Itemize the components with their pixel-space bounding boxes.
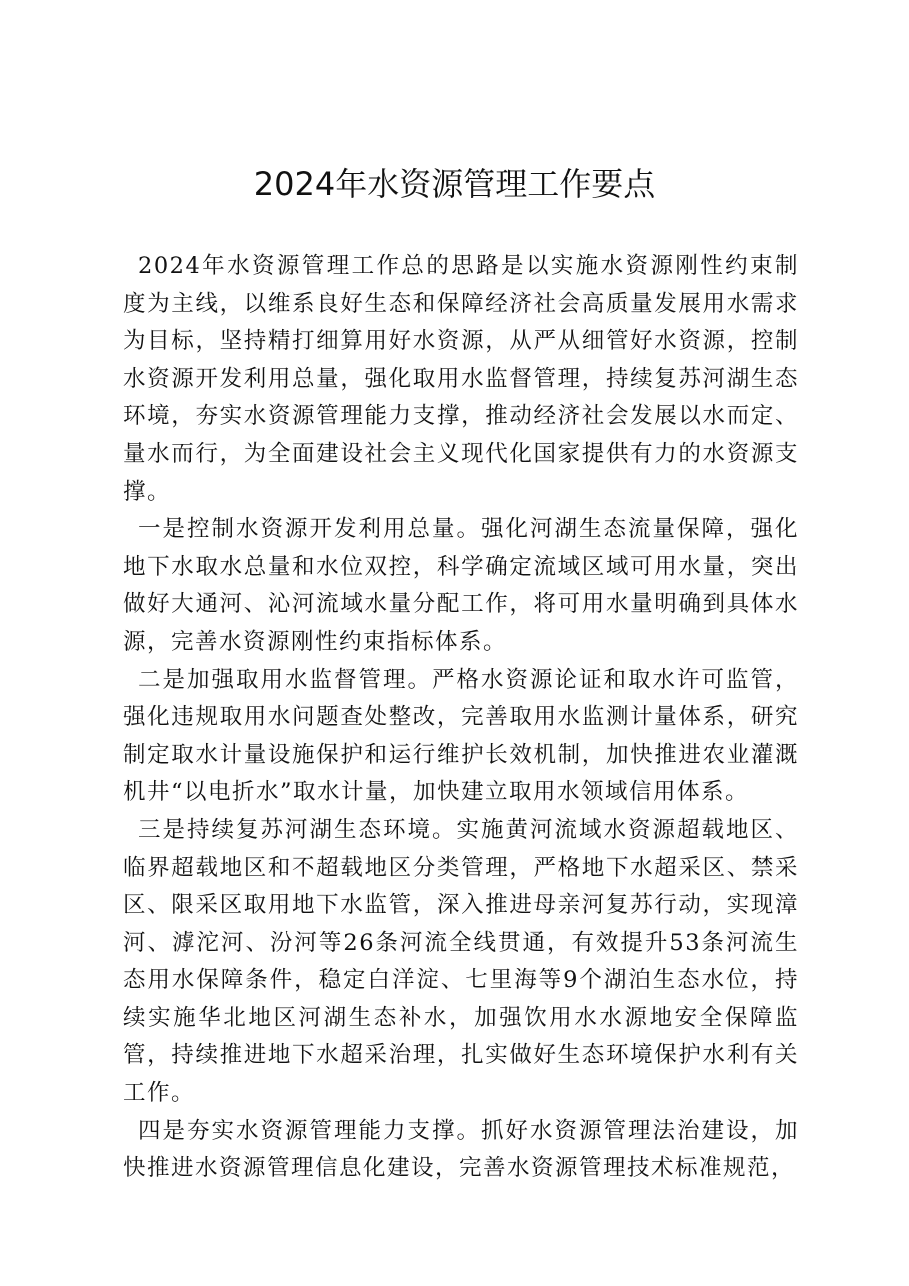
paragraph-point-4: 四是夯实水资源管理能力支撑。抓好水资源管理法治建设，加快推进水资源管理信息化建设，完善水资源管理技术标准规范， xyxy=(123,1117,799,1182)
document-title: 2024年水资源管理工作要点 xyxy=(253,165,656,203)
paragraph-point-2: 二是加强取用水监督管理。严格水资源论证和取水许可监管，强化违规取用水问题查处整改，完善取用水监测计量体系，研究制定取水计量设施保护和运行维护长效机制，加快推进农业灌溉机井“以电折水”取水计量，加快建立取用水领域信用体系。 xyxy=(123,666,799,806)
paragraph-point-1: 一是控制水资源开发利用总量。强化河湖生态流量保障，强化地下水取水总量和水位双控，科学确定流域区域可用水量，突出做好大通河、沁河流域水量分配工作，将可用水量明确到具体水源，完善水资源刚性约束指标体系。 xyxy=(123,516,799,655)
paragraph-intro: 2024年水资源管理工作总的思路是以实施水资源刚性约束制度为主线，以维系良好生态和保障经济社会高质量发展用水需求为目标，坚持精打细算用好水资源，从严从细管好水资源，控制水资源开发利用总量，强化取用水监督管理，持续复苏河湖生态环境，夯实水资源管理能力支撑，推动经济社会发展以水而定、量水而行，为全面建设社会主义现代化国家提供有力的水资源支撑。 xyxy=(123,253,799,505)
paragraph-point-3: 三是持续复苏河湖生态环境。实施黄河流域水资源超载地区、临界超载地区和不超载地区分类管理，严格地下水超采区、禁采区、限采区取用地下水监管，深入推进母亲河复苏行动，实现漳河、滹沱河、汾河等26条河流全线贯通，有效提升53条河流生态用水保障条件，稳定白洋淀、七里海等9个湖泊生态水位，持续实施华北地区河湖生态补水，加强饮用水水源地安全保障监管，持续推进地下水超采治理，扎实做好生态环境保护水利有关工作。 xyxy=(123,816,799,1107)
document-body xyxy=(123,248,799,1188)
